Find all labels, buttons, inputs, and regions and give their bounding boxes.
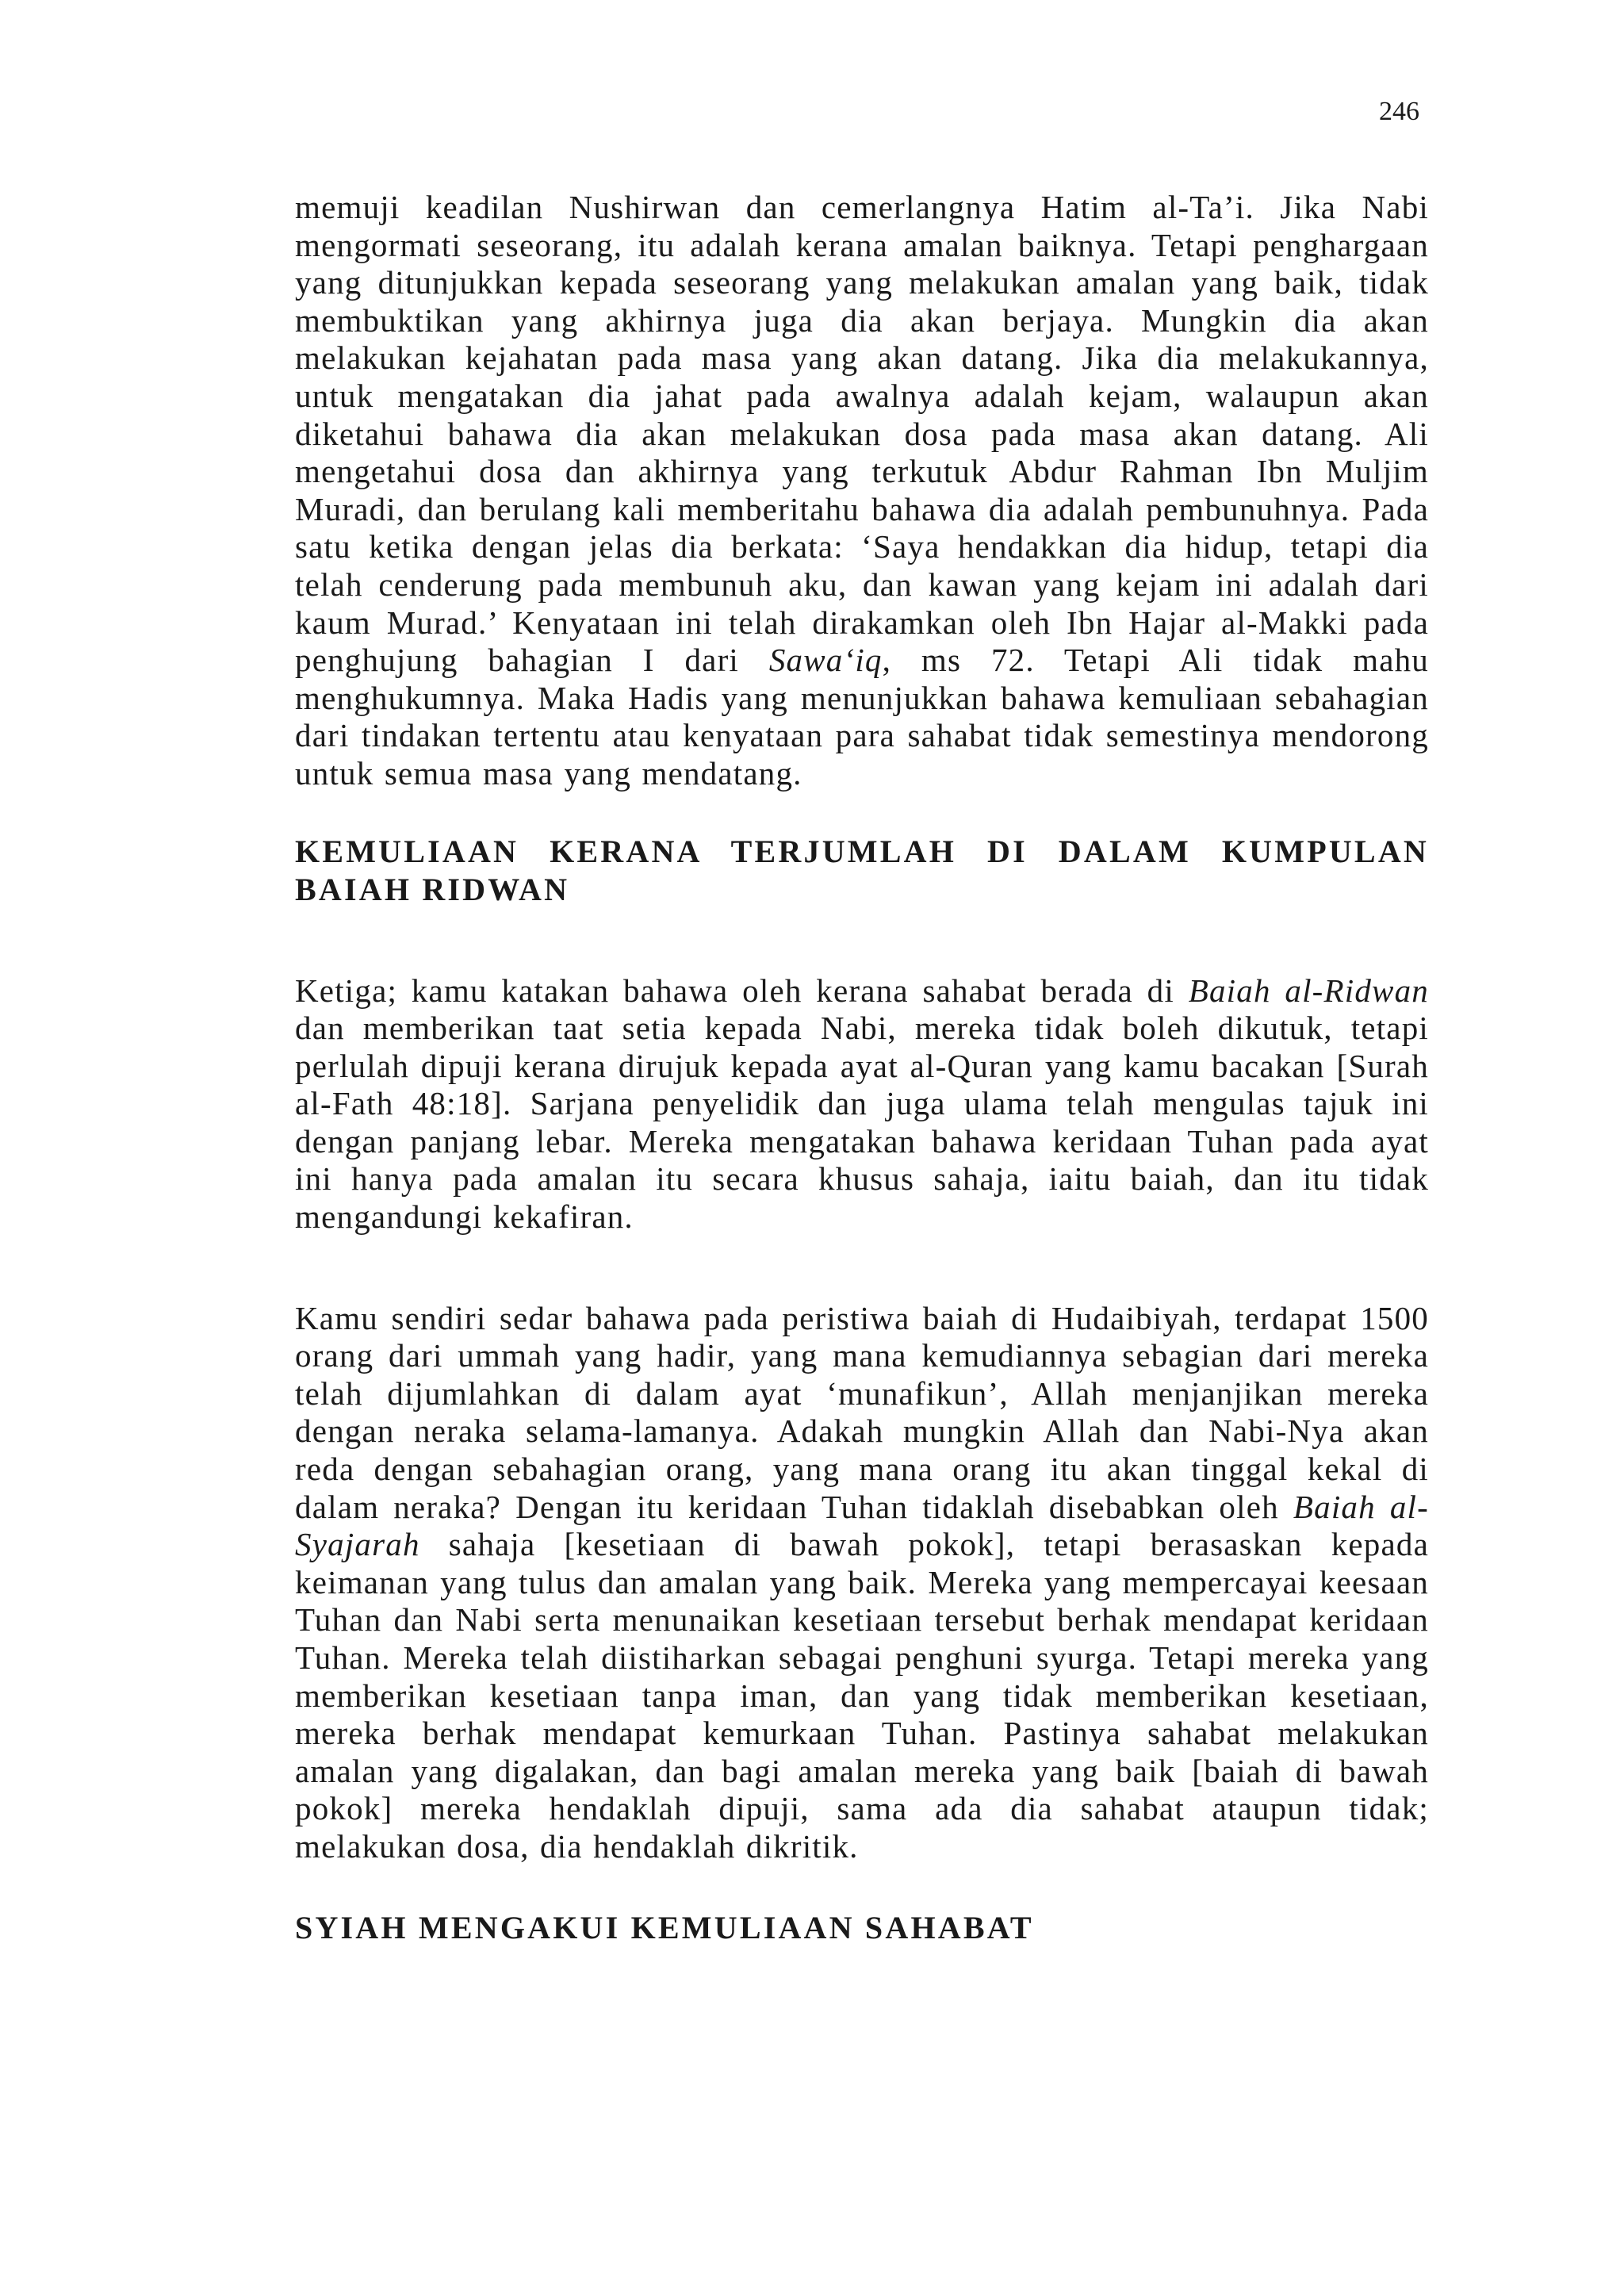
paragraph-2-italic: Baiah al-Ridwan xyxy=(1188,972,1429,1009)
paragraph-1 xyxy=(295,189,1429,793)
paragraph-1-text: memuji keadilan Nushirwan dan cemerlangnya Hatim al-Ta’i. Jika Nabi mengormati seseorang, itu adalah kerana amalan baiknya. Tetapi penghargaan yang ditunjukkan kepada seseorang yang melakukan amalan yang baik, tidak membuktikan yang akhirnya juga dia akan berjaya. Mungkin dia akan melakukan kejahatan pada masa yang akan datang. Jika dia melakukannya, untuk mengatakan dia jahat pada awalnya adalah kejam, walaupun akan diketahui bahawa dia akan melakukan dosa pada masa akan datang. Ali mengetahui dosa dan akhirnya yang terkutuk Abdur Rahman Ibn Muljim Muradi, dan berulang kali memberitahu bahawa dia adalah pembunuhnya. Pada satu ketika dengan jelas dia berkata: ‘Saya hendakkan dia hidup, tetapi dia telah cenderung pada membunuh aku, dan kawan yang kejam ini adalah dari kaum Murad.’ Kenyataan ini telah dirakamkan oleh Ibn Hajar al-Makki pada penghujung bahagian I dari xyxy=(295,189,1429,679)
paragraph-3-lead: Kamu sendiri sedar bahawa pada peristiwa baiah di Hudaibiyah, terdapat 1500 orang dari ummah yang hadir, yang mana kemudiannya sebagian dari mereka telah dijumlahkan di dalam ayat ‘munafikun’, Allah menjanjikan mereka dengan neraka selama-lamanya. Adakah mungkin Allah dan Nabi-Nya akan reda dengan sebahagian orang, yang mana orang itu akan tinggal kekal di dalam neraka? Dengan itu keridaan Tuhan tidaklah disebabkan oleh xyxy=(295,1299,1429,1525)
page-number: 246 xyxy=(1379,97,1419,126)
paragraph-2-lead: Ketiga; kamu katakan bahawa oleh kerana sahabat berada di xyxy=(295,972,1174,1009)
paragraph-2-tail: dan memberikan taat setia kepada Nabi, mereka tidak boleh dikutuk, tetapi perlulah dipuji kerana dirujuk kepada ayat al-Quran yang kamu bacakan [Surah al-Fath 48:18]. Sarjana penyelidik dan juga ulama telah mengulas tajuk ini dengan panjang lebar. Mereka mengatakan bahawa keridaan Tuhan pada ayat ini hanya pada amalan itu secara khusus sahaja, iaitu baiah, dan itu tidak mengandungi kekafiran. xyxy=(295,1010,1429,1236)
section-heading-baiah-ridwan: KEMULIAAN KERANA TERJUMLAH DI DALAM KUMPULAN BAIAH RIDWAN xyxy=(295,833,1429,907)
paragraph-1-italic: Sawa‘iq xyxy=(768,642,883,679)
page-content xyxy=(295,189,1429,1947)
paragraph-3-italic: Baiah al-Syajarah xyxy=(295,1488,1430,1563)
paragraph-3-tail: sahaja [kesetiaan di bawah pokok], tetapi berasaskan kepada keimanan yang tulus dan amalan yang baik. Mereka yang mempercayai keesaan Tuhan dan Nabi serta menunaikan kesetiaan tersebut berhak mendapat keridaan Tuhan. Mereka telah diistiharkan sebagai penghuni syurga. Tetapi mereka yang memberikan kesetiaan tanpa iman, dan yang tidak memberikan kesetiaan, mereka berhak mendapat kemurkaan Tuhan. Pastinya sahabat melakukan amalan yang digalakan, dan bagi amalan mereka yang baik [baiah di bawah pokok] mereka hendaklah dipuji, sama ada dia sahabat ataupun tidak; melakukan dosa, dia hendaklah dikritik. xyxy=(295,1526,1429,1865)
paragraph-2 xyxy=(295,972,1429,1236)
section-heading-syiah: SYIAH MENGAKUI KEMULIAAN SAHABAT xyxy=(295,1909,1034,1945)
paragraph-1-tail: , ms 72. Tetapi Ali tidak mahu menghukumnya. Maka Hadis yang menunjukkan bahawa kemuliaan sebahagian dari tindakan tertentu atau kenyataan para sahabat tidak semestinya mendorong untuk semua masa yang mendatang. xyxy=(295,642,1429,792)
paragraph-3 xyxy=(295,1300,1429,1866)
